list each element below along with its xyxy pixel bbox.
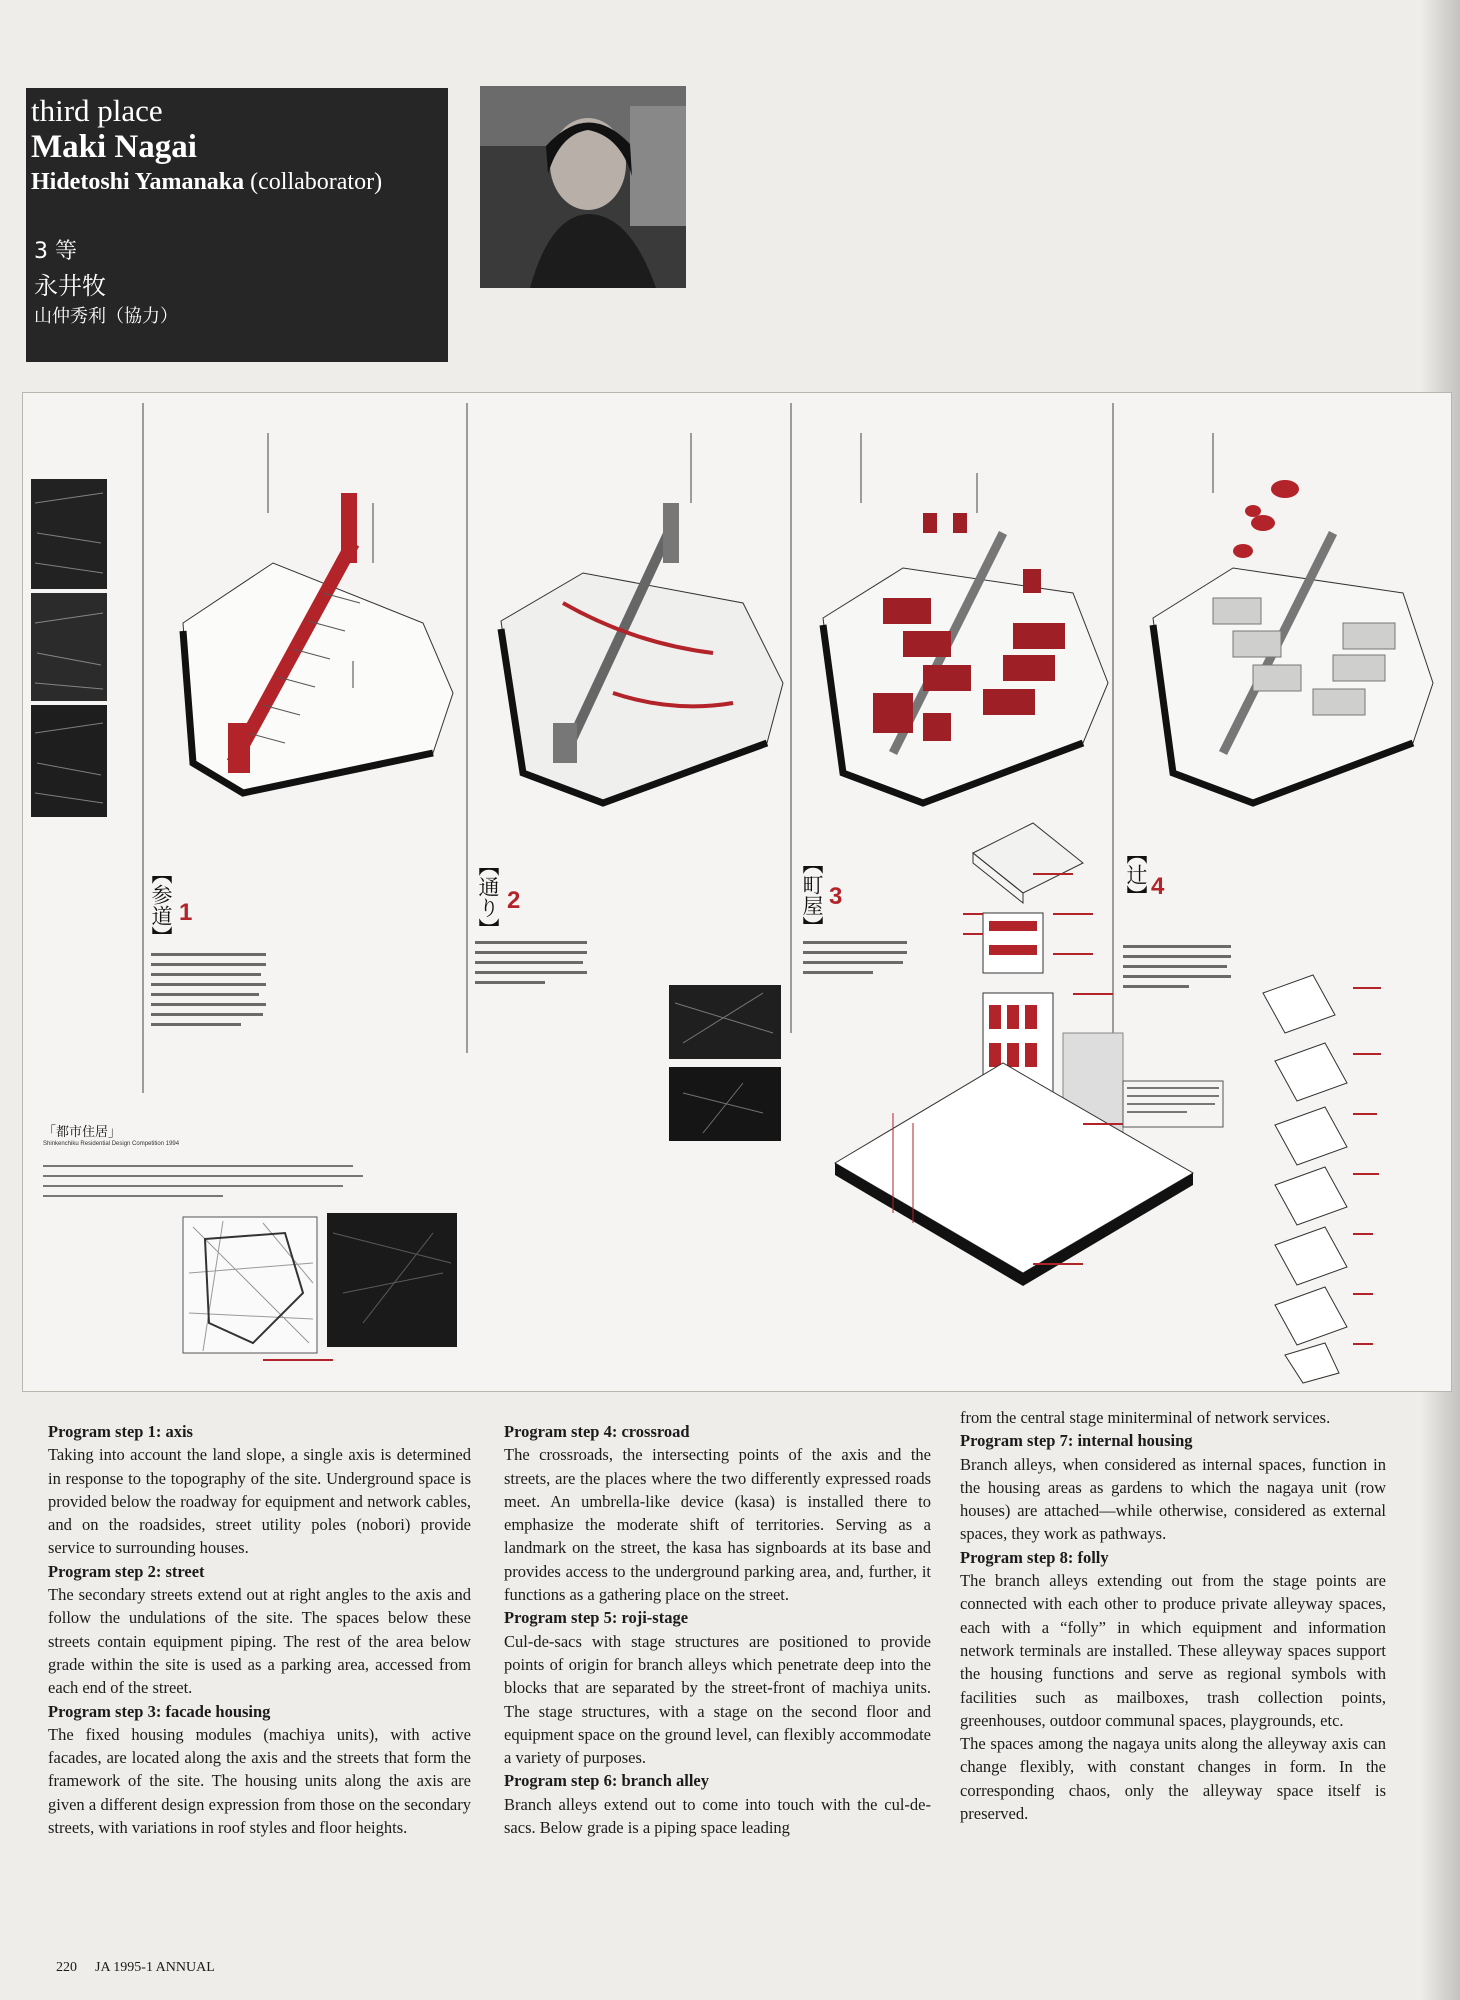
award-place: third place (31, 93, 163, 128)
step-2-heading: Program step 2: street (48, 1561, 205, 1581)
step-3-jp-label: 【町屋】 (800, 853, 824, 937)
step-7-text: Branch alleys, when considered as internal spaces, function in the housing areas as gardens to which the nagaya unit (row houses) are attached—while otherwise, considered as external spaces, they work as pathways. (960, 1454, 1386, 1544)
journal-name: JA 1995-1 ANNUAL (95, 1960, 215, 1975)
author-name: Maki Nagai (31, 129, 197, 165)
step-3-text: The fixed housing modules (machiya units), with active facades, are located along the axis and the streets that form the framework of the site. The housing units along the axis are given a different design expression from those on the secondary streets, with variations in roof styles and floor heights. (48, 1724, 471, 1838)
step-4-number: 4 (1151, 873, 1165, 900)
step-3-heading: Program step 3: facade housing (48, 1701, 271, 1721)
jp-award-place: 3 等 (34, 239, 77, 264)
step-2-jp-label: 【通り】 (476, 855, 500, 939)
step-5-text: Cul-de-sacs with stage structures are positioned to provide points of origin for branch alleys which penetrate deep into the blocks that are separated by the street-front of machiya units. The stage structures, with a stage on the second floor and equipment space on the ground level, can flexibly accommodate a variety of purposes. (504, 1631, 931, 1768)
step-4-jp-label: 【辻】 (1124, 843, 1148, 906)
step-4-heading: Program step 4: crossroad (504, 1422, 690, 1441)
step-1-text: Taking into account the land slope, a single axis is determined in response to the topography of the site. Underground space is provided below the roadway for equipment and network cables, and on the roadsides, street utility poles (nobori) provide service to surrounding houses. (48, 1445, 471, 1558)
step-5-heading: Program step 5: roji-stage (504, 1608, 689, 1628)
step-6-heading: Program step 6: branch alley (504, 1771, 710, 1791)
step-2-number: 2 (507, 887, 521, 914)
step-8-heading: Program step 8: folly (960, 1547, 1109, 1567)
step-7-heading: Program step 7: internal housing (960, 1431, 1193, 1451)
page-number: 220 (56, 1960, 77, 1975)
design-plate (22, 392, 1452, 1392)
closing-text: The spaces among the nagaya units along the alleyway axis can change flexibly, with constant changes in form. In the corresponding chaos, only the alleyway space itself is preserved. (960, 1734, 1386, 1824)
jp-author-name: 永井牧 (34, 272, 106, 300)
page-footer (56, 1958, 233, 1976)
collaborator-line: Hidetoshi Yamanaka (collaborator) (31, 169, 383, 195)
author-portrait (480, 86, 686, 288)
title-block (26, 88, 448, 362)
text-column-1 (48, 1420, 471, 1839)
step-2-text: The secondary streets extend out at right angles to the axis and follow the undulations of the site. The spaces below these streets contain equipment piping. The rest of the area below grade within the site is used as a parking area, accessed from each end of the street. (48, 1585, 471, 1698)
step-6-text: Branch alleys extend out to come into touch with the cul-de-sacs. Below grade is a piping space leading (504, 1794, 931, 1838)
jp-collaborator: 山仲秀利（協力） (34, 306, 178, 327)
step-8-text: The branch alleys extending out from the stage points are connected with each other to produce private alleyway spaces, each with a “folly” in which equipment and information network terminals are installed. These alleyway spaces support the housing functions and serve as regional symbols with facilities such as mailboxes, trash collection points, greenhouses, outdoor communal spaces, playgrounds, etc. (960, 1571, 1386, 1730)
text-column-3 (960, 1406, 1386, 1825)
step-6-continuation: from the central stage miniterminal of network services. (960, 1408, 1331, 1427)
step-1-number: 1 (179, 899, 193, 926)
step-4-text: The crossroads, the intersecting points of the axis and the streets, are the places where the two differently expressed roads meet. An umbrella-like device (kasa) is installed there to emphasize the moderate shift of territories. Serving as a landmark on the street, the kasa has signboards at its base and provides access to the underground parking area, and, further, it functions as a gathering place on the street. (504, 1445, 931, 1605)
step-3-number: 3 (829, 883, 843, 910)
plate-drawings (23, 393, 1451, 1391)
competition-subtitle: Shinkenchiku Residential Design Competition 1994 (43, 1141, 180, 1147)
text-column-2 (504, 1420, 931, 1839)
competition-title-jp: 「都市住居」 (43, 1125, 122, 1140)
step-1-heading: Program step 1: axis (48, 1422, 193, 1441)
step-1-jp-label: 【参道】 (149, 863, 173, 947)
